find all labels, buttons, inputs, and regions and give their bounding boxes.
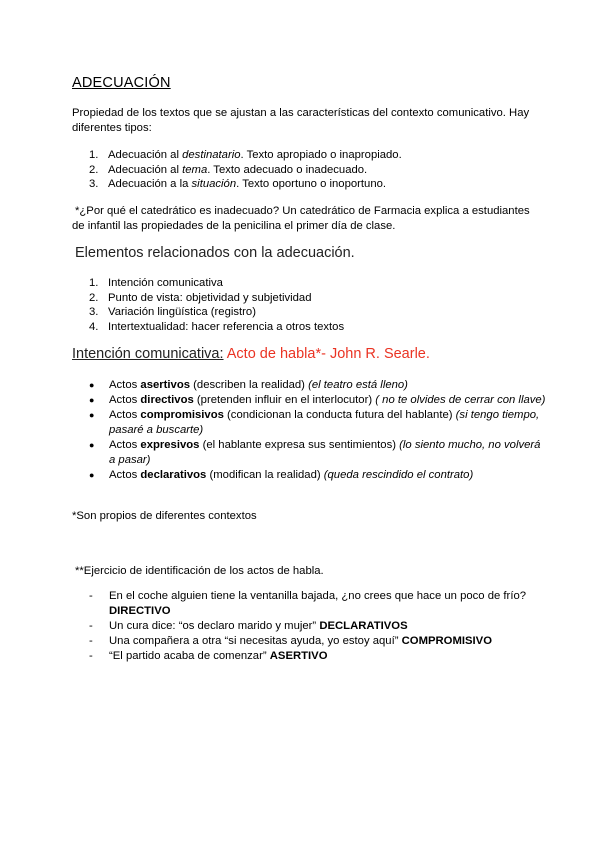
list-item: 1. Adecuación al destinatario. Texto apropiado o inapropiado. [89,149,402,161]
list-item: 2. Punto de vista: objetividad y subjetividad [89,291,312,304]
bullet-icon: ● [89,410,95,420]
bullet-icon: ● [89,440,95,450]
intention-heading-label: Intención comunicativa: [72,346,224,362]
bullet-icon: ● [89,470,95,480]
list-item: - Un cura dice: “os declaro marido y mujer” DECLARATIVOS [89,620,408,632]
elements-list [89,276,549,334]
list-item: ● Actos expresivos (el hablante expresa sus sentimientos) (lo siento mucho, no volverá a pasar) [89,439,541,466]
list-item: 3. Adecuación a la situación. Texto oportuno o inoportuno. [89,178,387,190]
list-item: - Una compañera a otra “si necesitas ayuda, yo estoy aquí” COMPROMISIVO [89,635,493,647]
list-item: - “El partido acaba de comenzar” ASERTIVO [89,650,328,662]
intro-paragraph [72,106,532,136]
intro-line-2: diferentes tipos: [72,122,152,134]
speech-act-heading: Acto de habla*- John R. Searle. [226,346,430,362]
question-line-1: *¿Por qué el catedrático es inadecuado? Un catedrático de Farmacia explica a estudiantes [75,205,530,217]
exercise-heading: **Ejercicio de identificación de los actos de habla. [75,565,324,577]
speech-acts-list [89,378,549,483]
elements-heading: Elementos relacionados con la adecuación. [75,245,355,261]
bullet-icon: ● [89,380,95,390]
question-line-2: de infantil las propiedades de la penicilina el primer día de clase. [72,220,396,232]
list-item: 4. Intertextualidad: hacer referencia a otros textos [89,320,345,333]
list-item: 1. Intención comunicativa [89,277,223,289]
contexts-note: *Son propios de diferentes contextos [72,510,257,522]
question-paragraph [72,204,535,234]
list-item: ● Actos asertivos (describen la realidad) (el teatro está lleno) [89,379,408,391]
list-item: 3. Variación lingüística (registro) [89,306,256,318]
intro-line-1: Propiedad de los textos que se ajustan a las características del contexto comunicativo. Hay [72,107,530,119]
list-item: 2. Adecuación al tema. Texto adecuado o inadecuado. [89,163,368,176]
document-title: ADECUACIÓN [72,75,171,91]
list-item: ● Actos declarativos (modifican la realidad) (queda rescindido el contrato) [89,469,474,481]
exercise-examples-list [89,589,539,664]
intention-heading [72,347,430,362]
list-item: ● Actos compromisivos (condicionan la conducta futura del hablante) (si tengo tiempo, pasaré a buscarte) [89,409,540,436]
adequacy-types-list [89,148,549,192]
list-item: ● Actos directivos (pretenden influir en el interlocutor) ( no te olvides de cerrar con llave) [89,394,546,406]
list-item: - En el coche alguien tiene la ventanilla bajada, ¿no crees que hace un poco de frío? DIRECTIVO [89,590,527,617]
bullet-icon: ● [89,395,95,405]
